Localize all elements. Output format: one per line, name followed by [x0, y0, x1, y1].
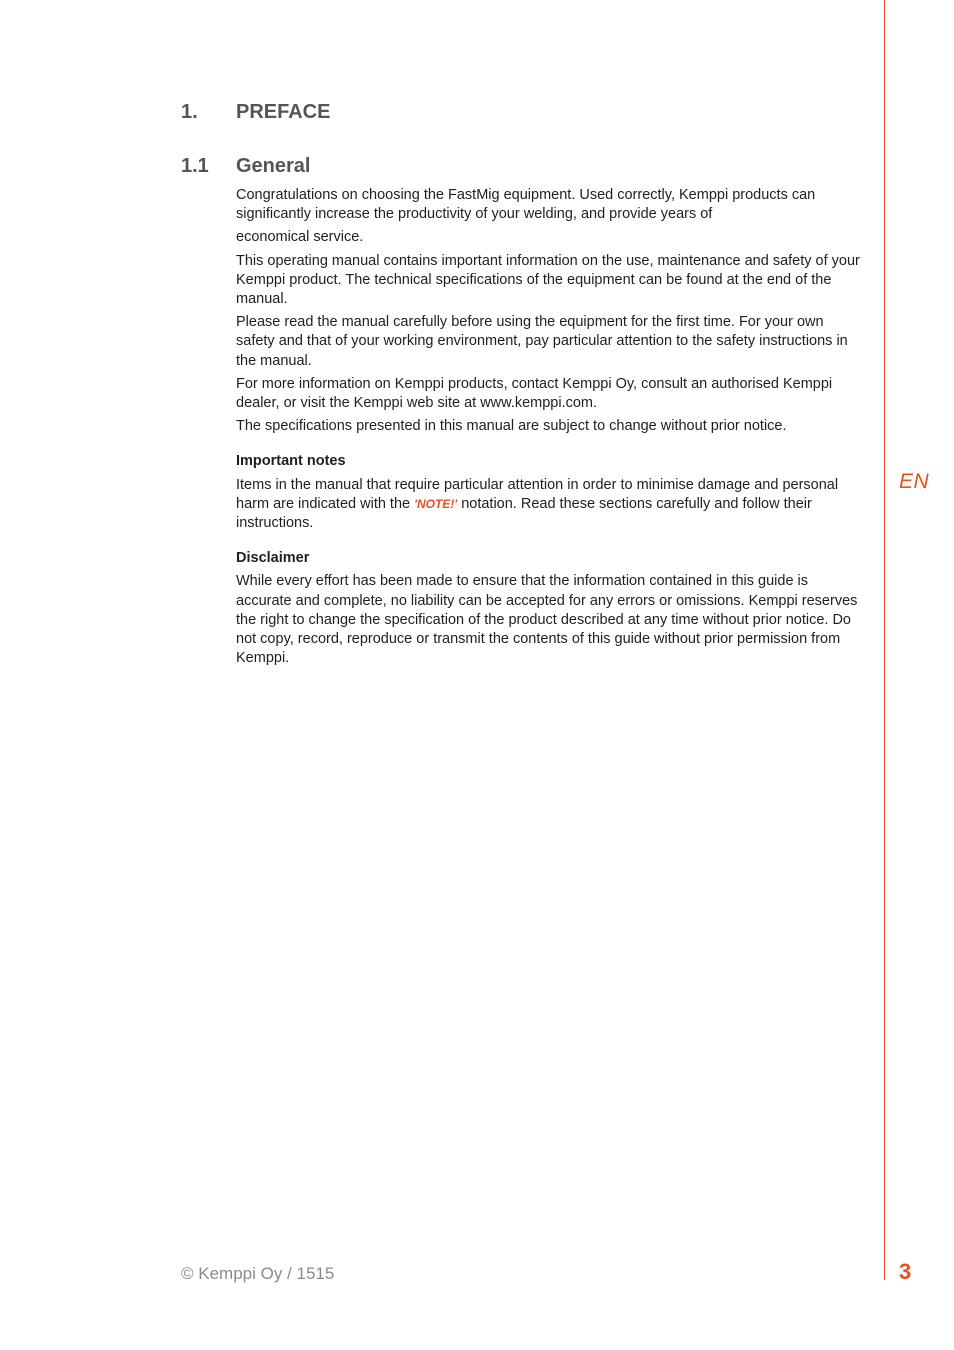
side-margin-rule: [884, 0, 885, 1280]
language-tag: EN: [899, 470, 930, 493]
subsection-title: General: [236, 155, 311, 177]
disclaimer-text: While every effort has been made to ensure that the information contained in this guide is accurate and complete, no liability can be accepted for any errors or omissions. Kemppi reserves the right to change the specification of the product described at any time without prior notice. Do not copy, record, reproduce or transmit the contents of this guide without prior permission from Kemppi.: [236, 573, 858, 667]
paragraph-manual-info: This operating manual contains important information on the use, maintenance and safety of your Kemppi product. The technical specifications of the equipment can be found at the end of the manual.: [236, 252, 860, 308]
disclaimer-heading: Disclaimer: [236, 550, 310, 567]
paragraph-intro-a: Congratulations on choosing the FastMig equipment. Used correctly, Kemppi products can significantly increase the productivity of your welding, and provide years of: [236, 187, 816, 223]
paragraph-intro-b: economical service.: [236, 229, 364, 246]
important-notes-text-before: Items in the manual that require particular attention in order to minimise damage and personal harm are indicated with the: [236, 476, 839, 512]
page-number: 3: [899, 1259, 912, 1284]
important-notes-heading: Important notes: [236, 453, 346, 470]
subsection-heading: [181, 155, 310, 178]
note-tag: 'NOTE!': [414, 496, 458, 511]
paragraph-specifications: The specifications presented in this manual are subject to change without prior notice.: [236, 418, 787, 435]
section-heading: [181, 101, 330, 124]
footer-copyright: © Kemppi Oy / 1515: [181, 1264, 335, 1283]
paragraph-more-info: For more information on Kemppi products, contact Kemppi Oy, consult an authorised Kemppi dealer, or visit the Kemppi web site at www.kemppi.com.: [236, 375, 833, 412]
section-title: PREFACE: [236, 101, 331, 123]
paragraph-read-carefully: Please read the manual carefully before using the equipment for the first time. For your own safety and that of your working environment, pay particular attention to the safety instructions in the manual.: [236, 314, 848, 369]
body-text: [236, 186, 866, 672]
important-notes-text-after: notation. Read these sections carefully and follow their instructions.: [236, 495, 812, 532]
section-number: 1.: [181, 101, 198, 123]
important-notes-text: [236, 476, 866, 534]
subsection-number: 1.1: [181, 155, 209, 177]
